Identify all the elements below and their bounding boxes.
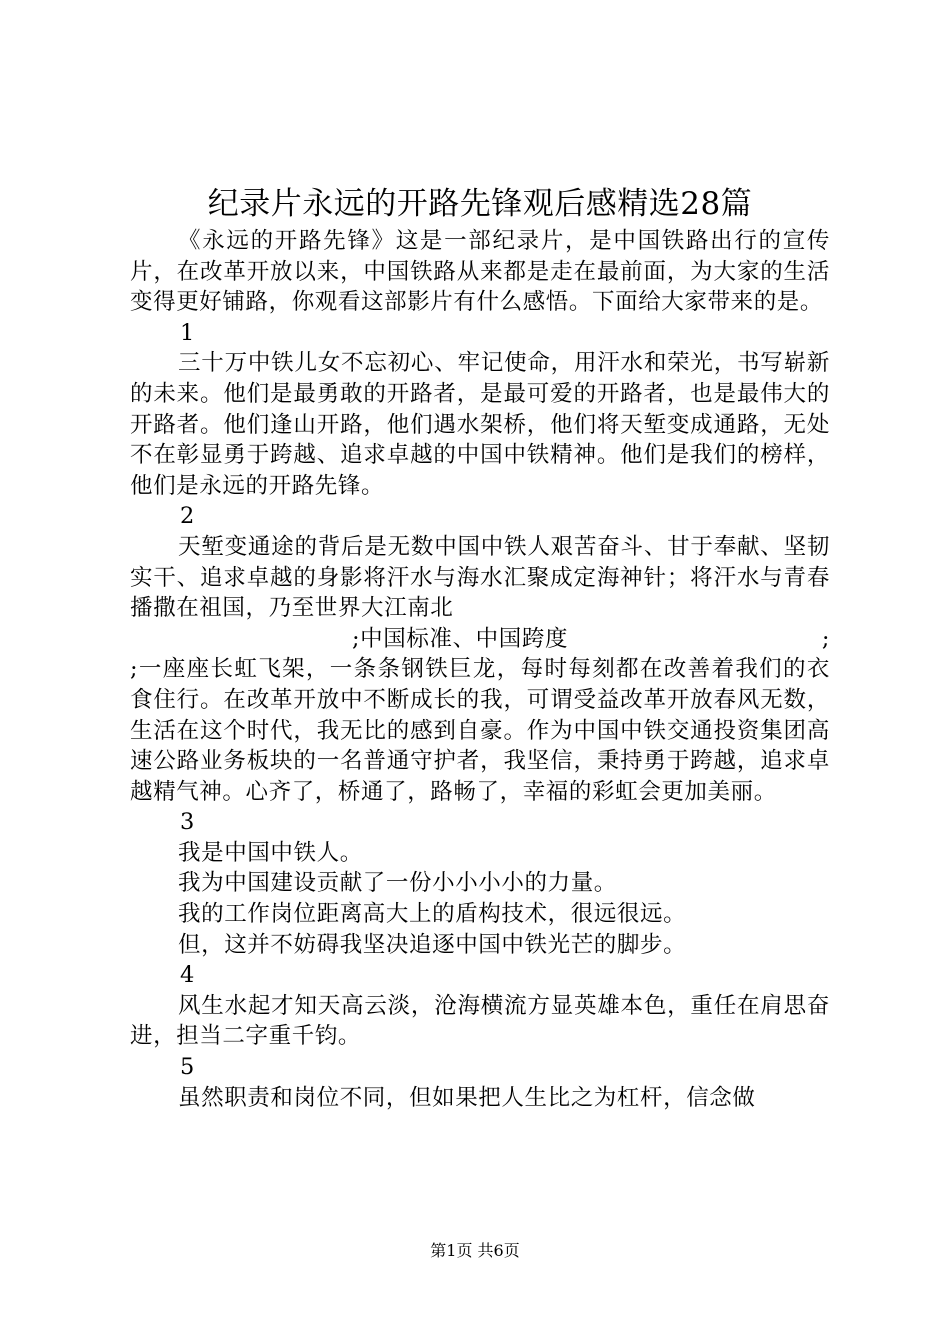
document-page xyxy=(130,182,830,1113)
section-number: 5 xyxy=(180,1054,195,1081)
section-number: 3 xyxy=(180,809,195,836)
section-number: 2 xyxy=(180,503,195,530)
document-title: 纪录片永远的开路先锋观后感精选28篇 xyxy=(207,186,753,222)
section-paragraph: 我是中国中铁人。 xyxy=(178,839,363,866)
section-paragraph: 风生水起才知天高云淡，沧海横流方显英雄本色，重任在肩思奋进，担当二字重千钧。 xyxy=(130,992,830,1050)
section-paragraph: 但，这并不妨碍我坚决追逐中国中铁光芒的脚步。 xyxy=(178,931,687,958)
section-paragraph: 我为中国建设贡献了一份小小小小的力量。 xyxy=(178,870,617,897)
section-paragraph: 天堑变通途的背后是无数中国中铁人艰苦奋斗、甘于奉献、坚韧实干、追求卓越的身影将汗水与海水汇聚成定海神针；将汗水与青春播撒在祖国，乃至世界大江南北 xyxy=(130,533,830,622)
section-paragraph: 虽然职责和岗位不同，但如果把人生比之为杠杆，信念做 xyxy=(178,1084,756,1111)
section-paragraph: ;一座座长虹飞架，一条条钢铁巨龙，每时每刻都在改善着我们的衣食住行。在改革开放中不断成长的我，可谓受益改革开放春风无数，生活在这个时代，我无比的感到自豪。作为中国中铁交通投资集团高速公路业务板块的一名普通守护者，我坚信，秉持勇于跨越，追求卓越精气神。心齐了，桥通了，路畅了，幸福的彩虹会更加美丽。 xyxy=(130,656,830,805)
section-paragraph: 我的工作岗位距离高大上的盾构技术，很远很远。 xyxy=(178,901,687,928)
section-number: 1 xyxy=(180,319,195,346)
section-paragraph: 三十万中铁儿女不忘初心、牢记使命，用汗水和荣光，书写崭新的未来。他们是最勇敢的开路者，是最可爱的开路者，也是最伟大的开路者。他们逢山开路，他们遇水架桥，他们将天堑变成通路，无处不在彰显勇于跨越、追求卓越的中国中铁精神。他们是我们的榜样，他们是永远的开路先锋。 xyxy=(130,350,830,499)
gap-line-text: ;中国标准、中国跨度 xyxy=(352,625,569,652)
intro-paragraph: 《永远的开路先锋》这是一部纪录片，是中国铁路出行的宣传片，在改革开放以来，中国铁路从来都是走在最前面，为大家的生活变得更好铺路，你观看这部影片有什么感悟。下面给大家带来的是。 xyxy=(130,228,830,316)
section-number: 4 xyxy=(180,962,195,989)
section-gap-line xyxy=(130,624,830,655)
gap-line-end: ; xyxy=(821,625,830,652)
page-footer: 第1页 共6页 xyxy=(430,1241,520,1260)
